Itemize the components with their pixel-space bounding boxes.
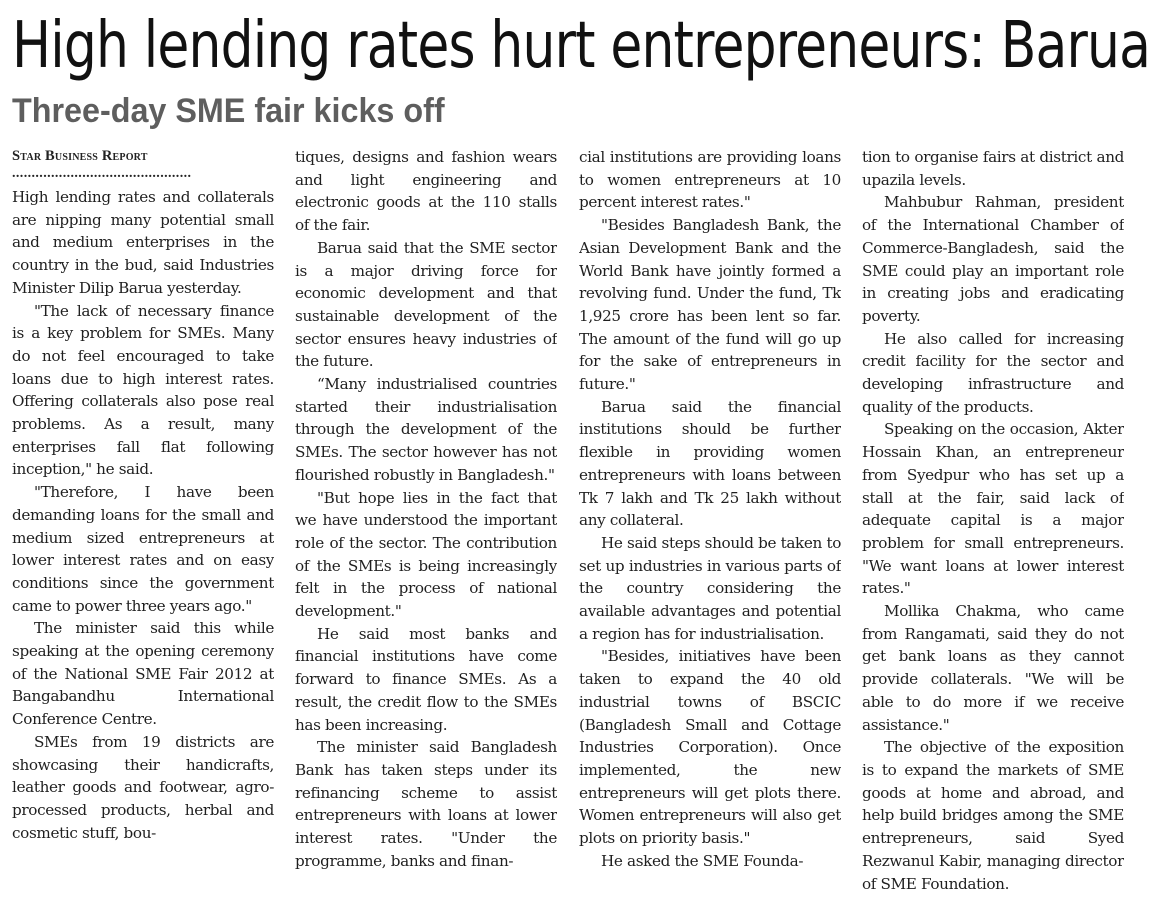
paragraph: Mahbubur Rahman, president of the International Chamber of Commerce-Bangladesh, said the SME could play an important role in creating jobs and eradicating poverty. [862,193,1124,325]
paragraph: The minister said Bangladesh Bank has taken steps under its refinancing scheme to assist entrepreneurs with loans at lower interest rates. "Under the programme, banks and finan- [295,738,557,870]
paragraph: The objective of the exposition is to expand the markets of SME goods at home and abroad, and help build bridges among the SME entrepreneurs, said Syed Rezwanul Kabir, managing director of SME Foundation. [862,738,1124,893]
column-3 [579,146,841,906]
headline: High lending rates hurt entrepreneurs: Barua [12,9,1151,83]
paragraph: cial institutions are providing loans to women entrepreneurs at 10 percent interest rates." [579,148,841,212]
paragraph: He said most banks and financial institutions have come forward to finance SMEs. As a result, the credit flow to the SMEs has been increasing. [295,624,557,734]
paragraph: "But hope lies in the fact that we have understood the important role of the sector. The contribution of the SMEs is being increasingly felt in the process of national development." [295,488,557,621]
paragraph: “Many industrialised countries started their industrialisation through the development of the SMEs. The sector however has not flourished robustly in Bangladesh." [295,375,557,484]
paragraph: The minister said this while speaking at the opening ceremony of the National SME Fair 2012 at Bangabandhu International Conference Centre. [12,619,274,729]
byline: Star Business Report [12,148,148,164]
paragraph: He also called for increasing credit facility for the sector and developing infrastructure and quality of the products. [862,329,1124,416]
paragraph: tiques, designs and fashion wears and light engineering and electronic goods at the 110 stalls of the fair. [295,148,557,235]
paragraph: Barua said that the SME sector is a major driving force for economic development and that sustainable development of the sector ensures heavy industries of the future. [295,238,557,371]
paragraph: "Besides, initiatives have been taken to expand the 40 old industrial towns of BSCIC (Bangladesh Small and Cottage Industries Corporation). Once implemented, the new entrepreneurs will get plots there. Women entrepreneurs will also get plots on priority basis." [579,647,841,848]
paragraph: He said steps should be taken to set up industries in various parts of the country considering the available advantages and potential a region has for industrialisation. [579,533,841,643]
paragraph: He asked the SME Founda- [601,851,804,870]
paragraph: Barua said the financial institutions should be further flexible in providing women entrepreneurs with loans between Tk 7 lakh and Tk 25 lakh without any collateral. [579,397,841,530]
paragraph: "The lack of necessary finance is a key problem for SMEs. Many do not feel encouraged to take loans due to high interest rates. Offering collaterals also pose real problems. As a result, many enterprises fall flat following inception," he said. [12,301,274,479]
paragraph: High lending rates and collaterals are nipping many potential small and medium enterprises in the country in the bud, said Industries Minister Dilip Barua yesterday. [12,188,274,297]
paragraph: tion to organise fairs at district and upazila levels. [862,148,1124,189]
paragraph: "Therefore, I have been demanding loans for the small and medium sized entrepreneurs at lower interest rates and on easy conditions since the government came to power three years ago." [12,483,274,615]
subheadline: Three-day SME fair kicks off [12,92,445,130]
column-2 [295,146,557,906]
paragraph: Mollika Chakma, who came from Rangamati, said they do not get bank loans as they cannot provide collaterals. "We will be able to do more if we receive assistance." [862,602,1124,734]
paragraph: "Besides Bangladesh Bank, the Asian Development Bank and the World Bank have jointly formed a revolving fund. Under the fund, Tk 1,925 crore has been lent so far. The amount of the fund will go up for the sake of entrepreneurs in future." [579,216,841,394]
byline-separator: .............................................. [12,166,192,181]
paragraph: Speaking on the occasion, Akter Hossain Khan, an entrepreneur from Syedpur who has set up a stall at the fair, said lack of adequate capital is a major problem for small entrepreneurs. "We want loans at lower interest rates." [862,420,1124,598]
column-4 [862,146,1124,906]
paragraph: SMEs from 19 districts are showcasing their handicrafts, leather goods and footwear, agro-processed products, herbal and cosmetic stuff, bou- [12,732,274,842]
column-1 [12,146,274,906]
